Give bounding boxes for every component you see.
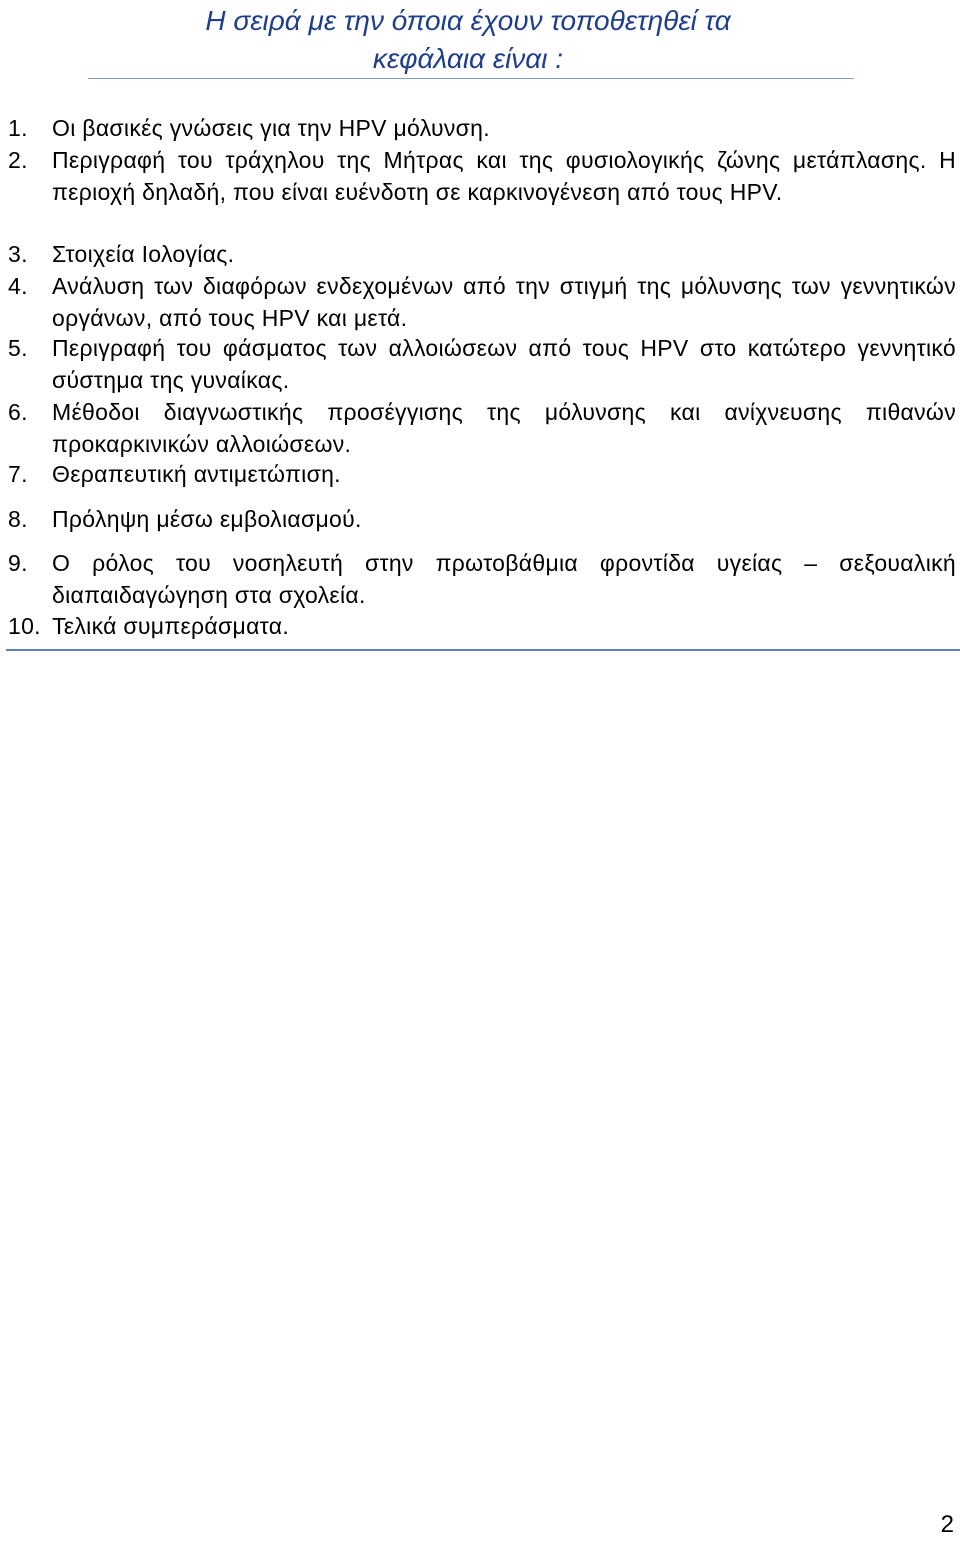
chapter-text: Περιγραφή του τράχηλου της Μήτρας και της φυσιολογικής ζώνης μετάπλασης. Η περιοχή δηλαδή, που είναι ευένδοτη σε καρκινογένεση από τους HPV. xyxy=(52,147,956,205)
chapter-text: Ανάλυση των διαφόρων ενδεχομένων από την στιγμή της μόλυνσης των γεννητικών οργάνων, από τους HPV και μετά. xyxy=(52,273,956,331)
chapter-text: Ο ρόλος του νοσηλευτή στην πρωτοβάθμια φροντίδα υγείας – σεξουαλική διαπαιδαγώγηση στα σχολεία. xyxy=(52,550,956,608)
chapter-item-10 xyxy=(8,610,956,642)
chapter-number: 4. xyxy=(8,273,28,299)
chapter-text: Στοιχεία Ιολογίας. xyxy=(52,241,235,267)
chapter-item-7 xyxy=(8,458,956,490)
title-line-2: κεφάλαια είναι : xyxy=(372,43,564,74)
chapter-number: 8. xyxy=(8,506,28,532)
chapter-item-4 xyxy=(8,270,956,334)
chapter-number: 6. xyxy=(8,399,28,425)
chapter-item-6 xyxy=(8,396,956,460)
page-number: 2 xyxy=(940,1511,954,1538)
chapter-number: 5. xyxy=(8,335,28,361)
chapter-item-3 xyxy=(8,238,956,270)
chapter-item-8 xyxy=(8,503,956,535)
chapter-number: 9. xyxy=(8,550,28,576)
page-title xyxy=(88,2,848,78)
chapter-text: Περιγραφή του φάσματος των αλλοιώσεων από τους HPV στο κατώτερο γεννητικό σύστημα της γυναίκας. xyxy=(52,335,956,393)
chapter-number: 7. xyxy=(8,461,28,487)
chapter-number: 2. xyxy=(8,147,28,173)
chapter-item-9 xyxy=(8,547,956,611)
chapter-item-1 xyxy=(8,112,956,144)
chapter-item-2 xyxy=(8,144,956,208)
chapter-text: Πρόληψη μέσω εμβολιασμού. xyxy=(52,506,362,532)
chapter-text: Μέθοδοι διαγνωστικής προσέγγισης της μόλυνσης και ανίχνευσης πιθανών προκαρκινικών αλλοιώσεων. xyxy=(52,399,956,457)
chapter-item-5 xyxy=(8,332,956,396)
chapter-text: Οι βασικές γνώσεις για την HPV μόλυνση. xyxy=(52,115,490,141)
chapter-text: Τελικά συμπεράσματα. xyxy=(52,613,290,639)
section-divider xyxy=(6,649,960,651)
title-line-1: Η σειρά με την όποια έχουν τοποθετηθεί τα xyxy=(205,5,731,36)
chapter-number: 10. xyxy=(8,613,41,639)
chapter-text: Θεραπευτική αντιμετώπιση. xyxy=(52,461,341,487)
title-underline xyxy=(88,78,854,79)
chapter-number: 3. xyxy=(8,241,28,267)
chapter-number: 1. xyxy=(8,115,28,141)
